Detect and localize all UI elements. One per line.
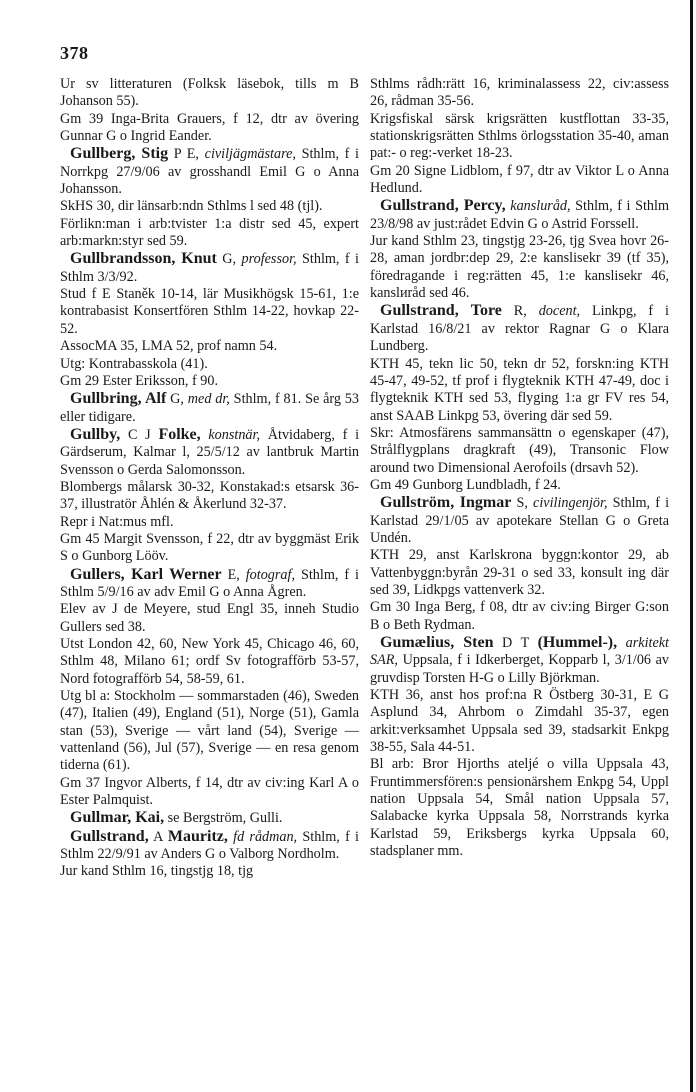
entry-name-cont: Mauritz, <box>167 827 228 845</box>
entry-name: Gullstrand, Percy, <box>380 197 506 215</box>
entry-name: Gullmar, Kai, <box>70 809 165 827</box>
entry-body: Linkpg, f i Karlstad 16/8/21 av rektor Ragnar G o Klara Lundberg. <box>370 303 669 355</box>
entry-role: fd rådman, <box>227 828 298 845</box>
entry-text: Sthlms rådh:rätt 16, kriminalassess 22, civ:assess 26, rådman 35-56. <box>370 76 669 110</box>
entry-text: AssocMA 35, LMA 52, prof namn 54. <box>60 338 278 355</box>
entry-line <box>60 373 359 390</box>
entry-name: Gumælius, Sten <box>380 634 494 651</box>
entry-line <box>370 356 669 425</box>
entry-role: konstnär, <box>200 426 261 443</box>
biography-entry <box>60 809 359 827</box>
entry-body: Sthlm, f i Norrkpg 27/9/06 av grosshandl Emil G o Anna Johansson. <box>60 146 359 198</box>
entry-line <box>60 479 359 514</box>
entry-text: Jur kand Sthlm 23, tingstjg 23-26, tjg Svea hovr 26-28, aman jordbr:dep 29, 2:e kanslisekr 39 (tf 35), föredragande i reg:rätten 45, 1:e kanslisekr 46, kanslиråd sed 46. <box>370 233 669 302</box>
entry-name: Gullbring, Alf <box>70 390 167 408</box>
entry-text: KTH 45, tekn lic 50, tekn dr 52, forskn:ing KTH 45-47, 49-52, tf prof i flygteknik KTH 47-49, doc i flygteknik KTH sed 53, flyging 1:a gr FV res 54, anst SAAB Linkpg 53, övering där sed 59. <box>370 355 669 424</box>
entry-text: Utg bl a: Stockholm — sommarstaden (46), Sweden (47), Italien (49), England (51), Norge (51), Gamla stan (53), Sverige — vårt land (54), Sverige — vattenland (56), Jul (57), Sverige — en resa genom tiderna (61). <box>60 688 359 774</box>
entry-name: Gullstrand, Tore <box>380 302 502 320</box>
entry-line <box>370 477 669 494</box>
biography-entry <box>370 494 669 547</box>
entry-body: Sthlm, f i Sthlm 3/3/92. <box>60 251 359 285</box>
entry-body: Sthlm, f i Karlstad 29/1/05 av apotekare Stellan G o Greta Undén. <box>370 495 670 546</box>
entry-text: Repr i Nat:mus mfl. <box>60 513 174 530</box>
entry-role: kanslиråd, <box>510 198 571 215</box>
entry-text: Gm 30 Inga Berg, f 08, dtr av civ:ing Birger G:son B o Beth Rydman. <box>370 599 669 633</box>
entry-body: Sthlm, f i Sthlm 5/9/16 av adv Emil G o Anna Ågren. <box>60 566 359 600</box>
entry-text: Gm 37 Ingvor Alberts, f 14, dtr av civ:ing Karl A o Ester Palmquist. <box>60 774 359 809</box>
entry-initials: G, <box>216 251 242 268</box>
biography-entry <box>60 566 359 602</box>
right-column <box>370 76 669 860</box>
entry-role: docent, <box>538 303 581 320</box>
biography-entry <box>370 302 669 355</box>
entry-text: Blombergs målarsk 30-32, Konstakad:s etsarsk 36-37, illustratör Åhlén & Åkerlund 32-37. <box>60 478 359 513</box>
entry-text: Gm 39 Inga-Brita Grauers, f 12, dtr av övering Gunnar G o Ingrid Eander. <box>60 110 359 145</box>
entry-line <box>370 111 669 163</box>
biography-entry <box>60 426 359 479</box>
page-number: 378 <box>60 43 89 63</box>
entry-initials: C J <box>120 426 159 443</box>
entry-initials: R, <box>501 303 539 320</box>
entry-text: Gm 29 Ester Eriksson, f 90. <box>60 372 219 389</box>
entry-line <box>370 425 669 477</box>
biography-entry <box>370 634 669 687</box>
entry-text: Elev av J de Meyere, stud Engl 35, inneh Studio Gullers sed 38. <box>60 601 359 635</box>
entry-text: Gm 20 Signe Lidblom, f 97, dtr av Viktor L o Anna Hedlund. <box>370 162 669 197</box>
entry-line <box>60 531 359 566</box>
entry-role: civiljägmästare, <box>204 146 296 163</box>
entry-role: med dr, <box>187 391 230 408</box>
entry-line <box>60 216 359 251</box>
entry-initials: P E, <box>168 146 205 163</box>
entry-body: Uppsala, f i Idkerberget, Kopparb l, 3/1/06 av gruvdisp Torsten H-G o Lilly Björkman. <box>370 652 669 686</box>
entry-text: SkHS 30, dir länsarb:ndn Sthlms l sed 48 (tjl). <box>60 198 323 215</box>
entry-initials: E, <box>221 566 246 583</box>
entry-line <box>60 286 359 338</box>
entry-line <box>370 599 669 634</box>
entry-text: Krigsfiskal särsk krigsrätten kustflottan 33-35, stationskrigsrätten Sthlms örlogsstation 35-40, aman pat:- o reg:-verket 18-23. <box>370 110 669 162</box>
entry-role: arkitekt SAR, <box>370 635 669 669</box>
entry-initials: D T <box>493 635 538 651</box>
entry-body: Sthlm, f i Sthlm 22/9/91 av Anders G o Valborg Nordholm. <box>60 828 359 863</box>
entry-body: Sthlm, f i Sthlm 23/8/98 av just:rådet Edvin G o Astrid Forssell. <box>370 198 669 232</box>
entry-text: Gm 49 Gunborg Lundbladh, f 24. <box>370 476 561 493</box>
entry-name-cont: Folke, <box>158 425 201 443</box>
entry-line <box>60 863 359 880</box>
biography-entry <box>60 145 359 198</box>
entry-line <box>60 338 359 355</box>
entry-line <box>60 111 359 146</box>
biography-entry <box>60 390 359 426</box>
biography-entry <box>370 197 669 233</box>
entry-name-cont: (Hummel-), <box>537 634 618 651</box>
entry-text: KTH 36, anst hos prof:na R Östberg 30-31, E G Asplund 34, Ahrbom o Zimdahl 35-37, egen arkit:verksamhet Uppsala sed 39, stadsarkit Enkpg 38-55, Sala 44-51. <box>370 687 669 756</box>
entry-initials: G, <box>166 391 188 408</box>
entry-name: Gullstrand, <box>70 827 149 845</box>
entry-role: professor, <box>241 251 297 268</box>
entry-name: Gullbrandsson, Knut <box>70 250 217 268</box>
entry-name: Gullers, Karl Werner <box>70 565 222 583</box>
entry-line <box>60 198 359 215</box>
entry-text: Stud f E Staněk 10-14, lär Musikhögsk 15-61, 1:e kontrabasist Konsertfören Sthlm 14-22, hovkap 22-52. <box>60 286 359 337</box>
entry-body: Åtvidaberg, f i Gärdserum, Kalmar l, 25/5/12 av lantbruk Martin Svensson o Gerda Salomonsson. <box>60 426 360 478</box>
entry-line <box>60 514 359 531</box>
entry-role: civilingenjör, <box>533 495 608 512</box>
entry-text: Ur sv litteraturen (Folksk läsebok, tills m B Johanson 55). <box>60 76 359 110</box>
entry-name: Gullberg, Stig <box>70 145 169 163</box>
entry-line <box>60 775 359 810</box>
entry-text: Jur kand Sthlm 16, tingstjg 18, tjg <box>60 863 254 880</box>
entry-line <box>370 76 669 111</box>
entry-text: Skr: Atmosfärens sammansättn o egenskaper (47), Strålflygplans dragkraft (49), Transonic Flow around two Dimensional Aerofoils (drsavh 52). <box>370 424 669 476</box>
entry-body: se Bergström, Gulli. <box>164 810 283 827</box>
entry-name: Gullby, <box>70 425 121 443</box>
entry-line <box>60 76 359 111</box>
biography-entry <box>60 250 359 286</box>
entry-line <box>370 233 669 302</box>
entry-line <box>60 356 359 373</box>
entry-line <box>370 163 669 198</box>
entry-initials: S, <box>511 495 534 512</box>
entry-text: Förlikn:man i arb:tvister 1:a distr sed 45, expert arb:markn:styr sed 59. <box>60 215 359 250</box>
entry-name: Gullström, Ingmar <box>380 494 512 512</box>
entry-text: Utg: Kontrabasskola (41). <box>60 355 208 372</box>
entry-role: fotograf, <box>245 566 296 583</box>
entry-line <box>60 601 359 636</box>
biography-entry <box>60 828 359 864</box>
entry-line <box>60 688 359 775</box>
entry-text: Bl arb: Bror Hjorths ateljé o villa Uppsala 43, Fruntimmersfören:s pensionärshem Enkpg 54, Uppl nation Uppsala 54, Smål nation Uppsala 57, Salabacke kyrka Uppsala 58, Norrstrands kyrka Karlstad 59, Eriksbergs kyrka Uppsala 60, stadsplaner mm. <box>370 756 669 860</box>
entry-line <box>370 756 669 860</box>
entry-initials: A <box>148 828 168 845</box>
entry-body: Sthlm, f 81. Se årg 53 eller tidigare. <box>60 391 359 425</box>
entry-text: Utst London 42, 60, New York 45, Chicago 46, 60, Sthlm 48, Milano 61; ordf Sv fotografförb 53-57, Nord fotografförb 54, 58-59, 61. <box>60 636 359 687</box>
entry-line <box>370 547 669 599</box>
entry-line <box>370 687 669 756</box>
left-column <box>60 76 359 881</box>
entry-text: KTH 29, anst Karlskrona byggn:kontor 29, ab Vattenbyggn:byrån 29-31 o sed 33, konsult ing där sed 39, Lidkpgs vattenverk 32. <box>370 547 669 598</box>
entry-text: Gm 45 Margit Svensson, f 22, dtr av byggmäst Erik S o Gunborg Lööv. <box>60 530 359 565</box>
entry-line <box>60 636 359 688</box>
